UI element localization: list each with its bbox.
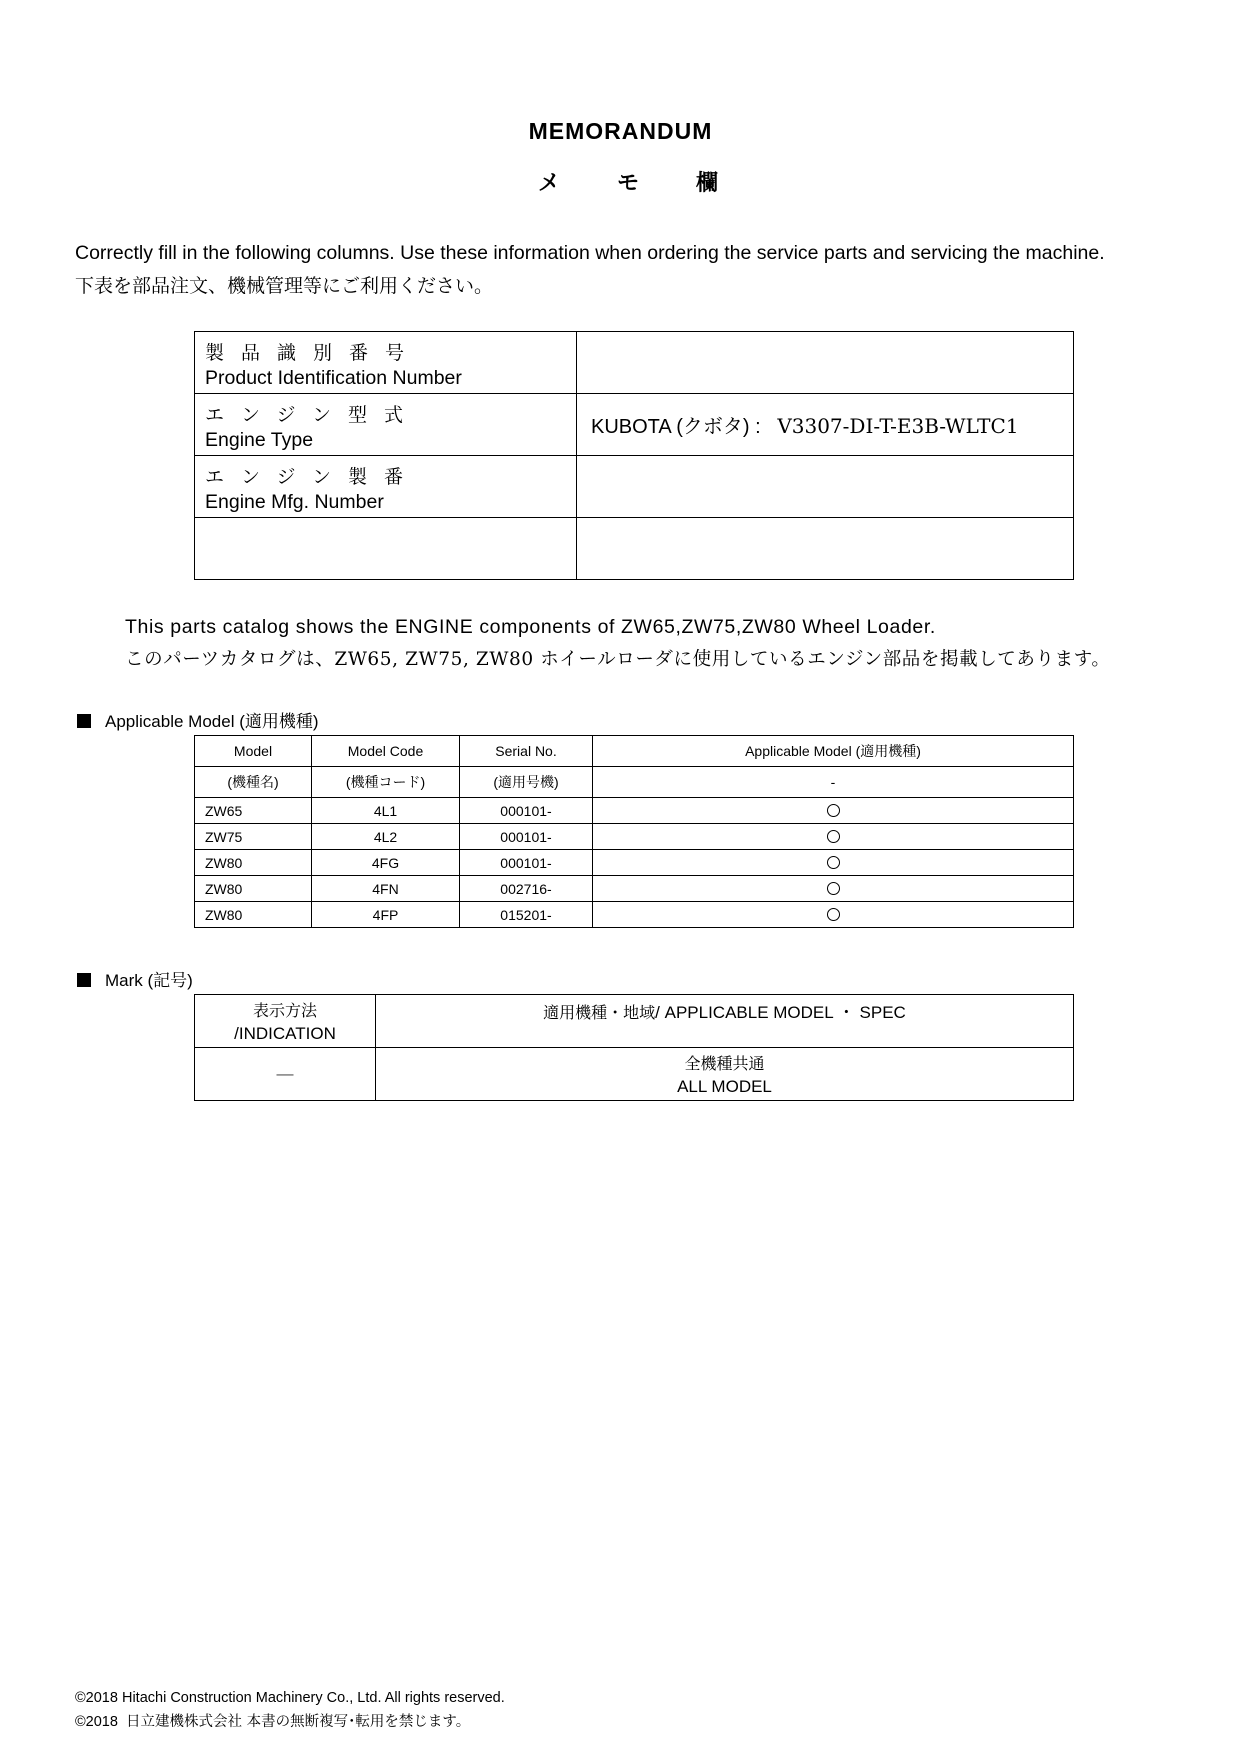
label-en: Product Identification Number — [205, 367, 462, 389]
model-cell: ZW80 — [195, 876, 312, 902]
table-row — [195, 876, 1074, 902]
serial-cell: 000101- — [460, 798, 593, 824]
square-bullet-icon — [77, 714, 91, 728]
circle-mark-icon — [827, 856, 840, 869]
copyright-en: ©2018 Hitachi Construction Machinery Co., Ltd. All rights reserved. — [75, 1690, 505, 1706]
spec-header-en: / APPLICABLE MODEL ・ SPEC — [655, 1003, 906, 1022]
square-bullet-icon — [77, 973, 91, 987]
intro-text-ja: 下表を部品注文、機械管理等にご利用ください。 — [75, 275, 494, 297]
serial-cell: 000101- — [460, 824, 593, 850]
model-cell: ZW80 — [195, 850, 312, 876]
label-ja: 製品識別番号 — [205, 342, 422, 364]
page-title: MEMORANDUM — [528, 118, 713, 144]
mark-cell — [593, 850, 1074, 876]
spec-cell-en: ALL MODEL — [677, 1077, 772, 1096]
model-cell: ZW80 — [195, 902, 312, 928]
section-heading-text: Applicable Model (適用機種) — [105, 712, 319, 731]
label-cell — [195, 394, 577, 456]
indication-header-en: /INDICATION — [234, 1024, 336, 1043]
column-header-ja: - — [593, 767, 1074, 798]
engine-maker: KUBOTA (クボタ) : — [591, 416, 761, 438]
column-header: Model — [195, 736, 312, 767]
mark-cell — [593, 798, 1074, 824]
identification-table — [194, 331, 1074, 580]
label-en: Engine Mfg. Number — [205, 491, 384, 513]
model-cell: ZW65 — [195, 798, 312, 824]
mark-cell — [593, 876, 1074, 902]
circle-mark-icon — [827, 908, 840, 921]
catalog-description-en: This parts catalog shows the ENGINE components of ZW65,ZW75,ZW80 Wheel Loader. — [125, 616, 936, 638]
page-subtitle — [538, 166, 718, 197]
subtitle-char: メ — [538, 171, 561, 196]
engine-type-value: V3307-DI-T-E3B-WLTC1 — [777, 414, 1019, 438]
subtitle-char: 欄 — [695, 171, 718, 196]
spec-cell-ja: 全機種共通 — [684, 1054, 765, 1073]
serial-cell: 002716- — [460, 876, 593, 902]
mark-cell — [593, 824, 1074, 850]
product-id-field[interactable] — [577, 332, 1074, 394]
code-cell: 4FP — [312, 902, 460, 928]
intro-text-en: Correctly fill in the following columns. Use these information when ordering the service parts and servicing the machine. — [75, 242, 1105, 264]
copyright-ja — [75, 1710, 470, 1731]
code-cell: 4FN — [312, 876, 460, 902]
column-header-ja: (機種コード) — [312, 767, 460, 798]
column-header: Model Code — [312, 736, 460, 767]
column-header: Serial No. — [460, 736, 593, 767]
circle-mark-icon — [827, 882, 840, 895]
mark-cell — [593, 902, 1074, 928]
table-row — [195, 824, 1074, 850]
indication-header-ja: 表示方法 — [252, 1001, 317, 1020]
label-ja: エンジン型式 — [205, 404, 421, 426]
label-cell — [195, 456, 577, 518]
table-row — [195, 902, 1074, 928]
table-row — [195, 456, 1074, 518]
engine-type-field[interactable] — [577, 394, 1074, 456]
subtitle-char: モ — [616, 171, 639, 196]
table-header-row — [195, 995, 1074, 1048]
code-cell: 4L2 — [312, 824, 460, 850]
column-header: Applicable Model (適用機種) — [593, 736, 1074, 767]
spec-cell — [376, 1048, 1074, 1101]
serial-cell: 000101- — [460, 850, 593, 876]
copyright-ja-text: 日立建機株式会社 本書の無断複写･転用を禁じます。 — [126, 1714, 471, 1730]
table-row — [195, 518, 1074, 580]
applicable-model-table — [194, 735, 1074, 928]
label-cell — [195, 332, 577, 394]
model-cell: ZW75 — [195, 824, 312, 850]
circle-mark-icon — [827, 804, 840, 817]
label-cell — [195, 518, 577, 580]
section-heading-mark — [77, 966, 193, 991]
table-row — [195, 332, 1074, 394]
table-header-row — [195, 767, 1074, 798]
label-ja: エンジン製番 — [205, 466, 421, 488]
indication-cell: — — [195, 1048, 376, 1101]
copyright-year: ©2018 — [75, 1714, 118, 1730]
catalog-description-ja: このパーツカタログは、ZW65, ZW75, ZW80 ホイールローダに使用しているエンジン部品を掲載してあります。 — [125, 649, 1111, 670]
code-cell: 4L1 — [312, 798, 460, 824]
code-cell: 4FG — [312, 850, 460, 876]
blank-field[interactable] — [577, 518, 1074, 580]
circle-mark-icon — [827, 830, 840, 843]
table-row — [195, 798, 1074, 824]
section-heading-applicable — [77, 707, 319, 732]
indication-header — [195, 995, 376, 1048]
column-header-ja: (適用号機) — [460, 767, 593, 798]
section-heading-text: Mark (記号) — [105, 971, 193, 990]
serial-cell: 015201- — [460, 902, 593, 928]
label-en: Engine Type — [205, 429, 314, 451]
engine-mfg-number-field[interactable] — [577, 456, 1074, 518]
applicable-spec-header — [376, 995, 1074, 1048]
column-header-ja: (機種名) — [195, 767, 312, 798]
table-row — [195, 394, 1074, 456]
table-header-row — [195, 736, 1074, 767]
table-row — [195, 1048, 1074, 1101]
spec-header-ja: 適用機種・地域 — [543, 1003, 656, 1022]
mark-table — [194, 994, 1074, 1101]
table-row — [195, 850, 1074, 876]
